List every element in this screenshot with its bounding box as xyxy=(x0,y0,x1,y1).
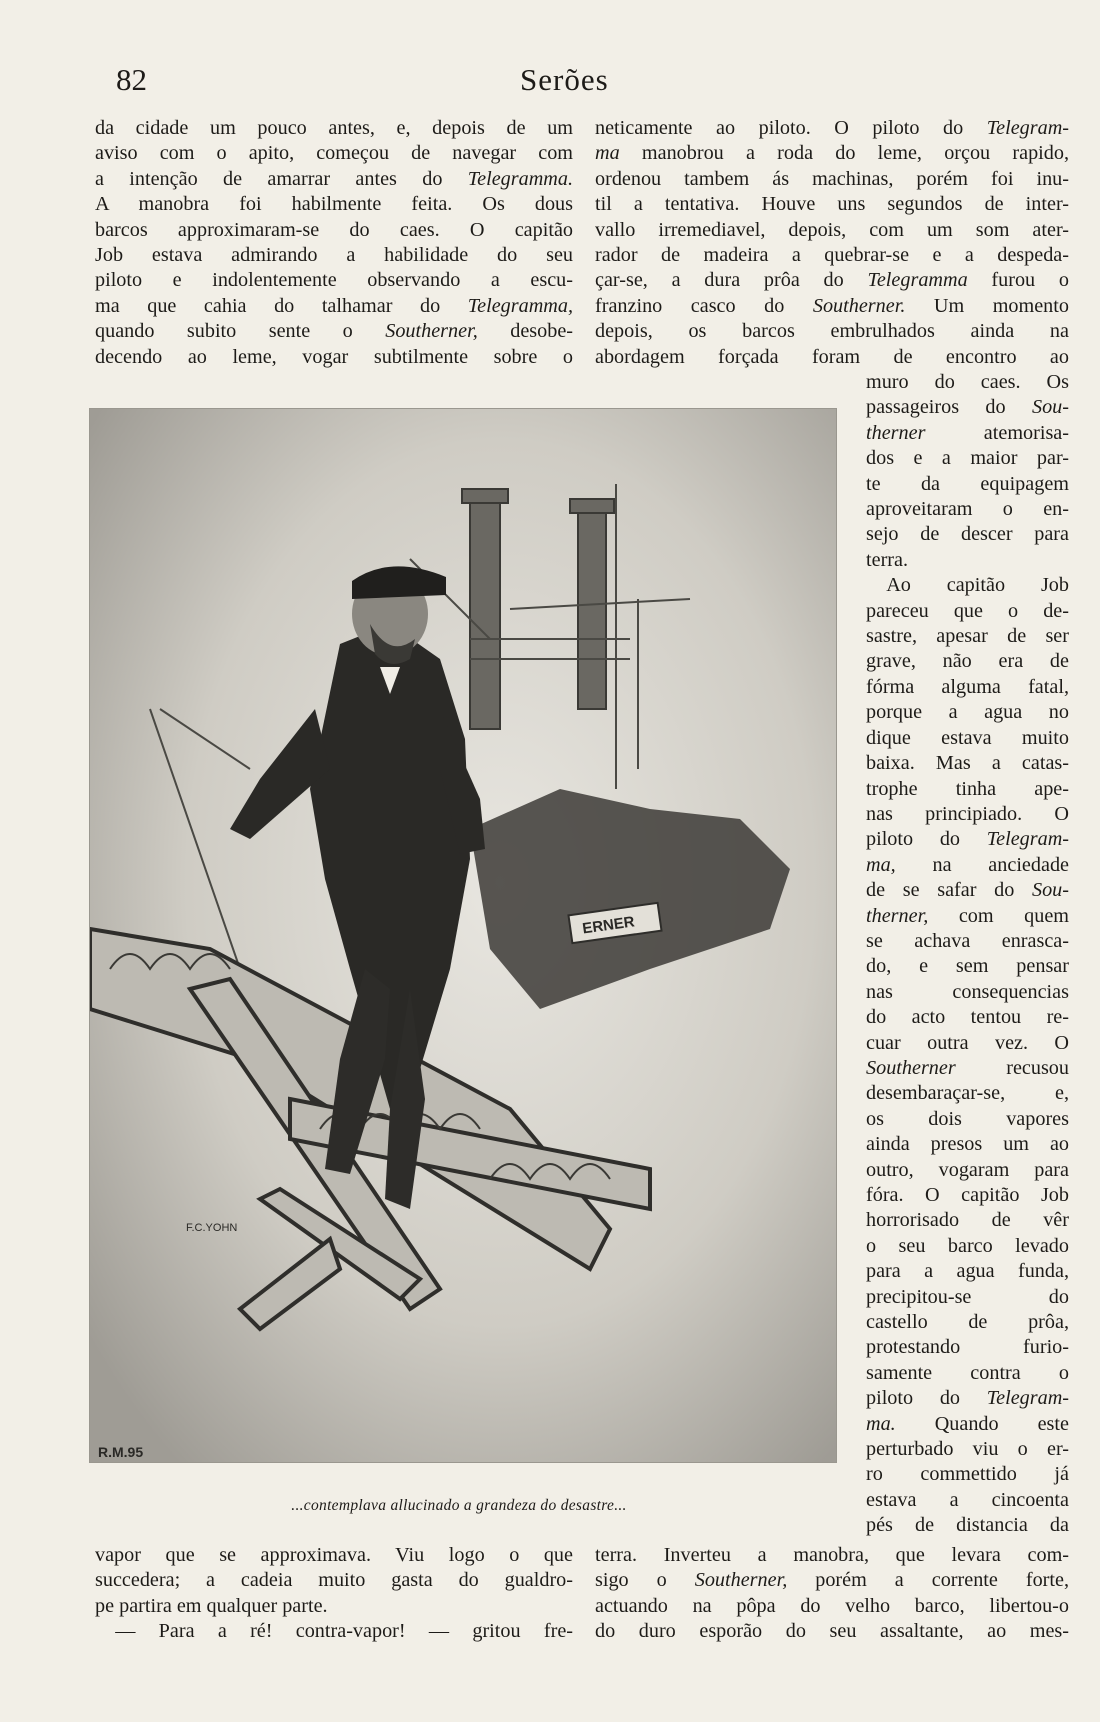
text-line: ro commettido já xyxy=(866,1463,1069,1486)
text-line: aviso com o apito, começou de navegar com xyxy=(95,142,573,165)
text-line: cuar outra vez. O xyxy=(866,1031,1069,1054)
text-line: nas principiado. O xyxy=(866,802,1069,825)
text-line: para a agua funda, xyxy=(866,1260,1069,1283)
text-line: dos e a maior par- xyxy=(866,447,1069,470)
text-line: perturbado viu o er- xyxy=(866,1438,1069,1461)
text-line: os dois vapores xyxy=(866,1107,1069,1130)
text-line: protestando furio- xyxy=(866,1336,1069,1359)
text-line: fóra. O capitão Job xyxy=(866,1184,1069,1206)
text-line: succedera; a cadeia muito gasta do gualdro- xyxy=(95,1569,573,1592)
text-line: abordagem forçada foram de encontro ao xyxy=(595,345,1069,368)
text-line: piloto e indolentemente observando a escu- xyxy=(95,269,573,292)
text-line: sigo o Southerner, porém a corrente forte, xyxy=(595,1569,1069,1592)
right-column-bottom xyxy=(595,1543,1069,1645)
text-line: te da equipagem xyxy=(866,472,1069,495)
text-line: da cidade um pouco antes, e, depois de um xyxy=(95,117,573,139)
text-line: grave, não era de xyxy=(866,650,1069,673)
text-line: terra. Inverteu a manobra, que levara com- xyxy=(595,1544,1069,1566)
text-line: pareceu que o de- xyxy=(866,599,1069,622)
text-line: do acto tentou re- xyxy=(866,1006,1069,1029)
text-line: pés de distancia da xyxy=(866,1514,1069,1537)
text-line: vallo irremediavel, depois, com um som ater- xyxy=(595,218,1069,241)
text-line: fórma alguma fatal, xyxy=(866,675,1069,698)
text-line: therner atemorisa- xyxy=(866,421,1069,444)
text-line: terra. xyxy=(866,548,909,571)
illustration-caption: ...contemplava allucinado a grandeza do desastre... xyxy=(291,1497,627,1514)
text-line: vapor que se approximava. Viu logo o que xyxy=(95,1544,573,1566)
text-line: desembaraçar-se, e, xyxy=(866,1082,1069,1105)
text-line: o seu barco levado xyxy=(866,1234,1069,1257)
text-line: therner, com quem xyxy=(866,904,1069,927)
text-line: ainda presos um ao xyxy=(866,1133,1069,1156)
text-line: se achava enrasca- xyxy=(866,929,1069,952)
text-line: ma. Quando este xyxy=(866,1412,1069,1435)
text-line: Job estava admirando a habilidade do seu xyxy=(95,244,573,267)
text-line: porque a agua no xyxy=(866,701,1069,724)
text-line: rador de madeira a quebrar-se e a despeda- xyxy=(595,244,1069,267)
left-column-top xyxy=(95,116,573,370)
text-line: horrorisado de vêr xyxy=(866,1209,1069,1232)
text-line: actuando na pôpa do velho barco, libertou-o xyxy=(595,1594,1069,1617)
text-line: baixa. Mas a catas- xyxy=(866,752,1069,775)
text-line: muro do caes. Os xyxy=(866,371,1069,393)
text-line: do duro esporão do seu assaltante, ao mes- xyxy=(595,1620,1069,1643)
text-line: nas consequencias xyxy=(866,980,1069,1003)
text-line: passageiros do Sou- xyxy=(866,396,1069,419)
text-line: Ao capitão Job xyxy=(866,574,1069,597)
text-line: A manobra foi habilmente feita. Os dous xyxy=(95,193,573,216)
text-line: precipitou-se do xyxy=(866,1285,1069,1308)
running-title: Serões xyxy=(520,62,609,97)
text-line: piloto do Telegram- xyxy=(866,828,1069,851)
text-line: trophe tinha ape- xyxy=(866,777,1069,800)
text-line: sejo de descer para xyxy=(866,523,1069,546)
text-line: neticamente ao piloto. O piloto do Telegram- xyxy=(595,117,1069,139)
text-line: — Para a ré! contra-vapor! — gritou fre- xyxy=(95,1620,573,1643)
text-line: ma, na anciedade xyxy=(866,853,1069,876)
text-line: aproveitaram o en- xyxy=(866,498,1069,521)
text-line: piloto do Telegram- xyxy=(866,1387,1069,1410)
text-line: estava a cincoenta xyxy=(866,1488,1069,1511)
text-line: Southerner recusou xyxy=(866,1056,1069,1079)
text-line: til a tentativa. Houve uns segundos de inter- xyxy=(595,193,1069,216)
text-line: ordenou tambem ás machinas, porém foi inu- xyxy=(595,167,1069,190)
text-line: sastre, apesar de ser xyxy=(866,625,1069,648)
illustration-drawing xyxy=(90,409,836,1462)
text-line: ma que cahia do talhamar do Telegramma, xyxy=(95,294,573,317)
text-line: dique estava muito xyxy=(866,726,1069,749)
illustration-shipwreck xyxy=(89,408,837,1463)
left-column-bottom xyxy=(95,1543,573,1645)
right-column-top xyxy=(595,116,1069,370)
page-number: 82 xyxy=(116,62,147,97)
text-line: do, e sem pensar xyxy=(866,955,1069,978)
monogram-signature: R.M.95 xyxy=(98,1444,144,1460)
text-line: çar-se, a dura prôa do Telegramma furou o xyxy=(595,269,1069,292)
text-line: castello de prôa, xyxy=(866,1311,1069,1334)
text-line: depois, os barcos embrulhados ainda na xyxy=(595,320,1069,343)
text-line: de se safar do Sou- xyxy=(866,879,1069,902)
text-line: franzino casco do Southerner. Um momento xyxy=(595,294,1069,317)
text-line: ma manobrou a roda do leme, orçou rapido, xyxy=(595,142,1069,165)
text-line: samente contra o xyxy=(866,1361,1069,1384)
text-line: barcos approximaram-se do caes. O capitão xyxy=(95,218,573,241)
text-line: outro, vogaram para xyxy=(866,1158,1069,1181)
right-side-column xyxy=(866,370,1069,1539)
text-line: a intenção de amarrar antes do Telegramma. xyxy=(95,167,573,190)
boat-nameboard-text: ERNER xyxy=(581,913,636,938)
text-line: pe partira em qualquer parte. xyxy=(95,1594,328,1617)
artist-signature: F.C.YOHN xyxy=(186,1222,238,1234)
text-line: quando subito sente o Southerner, desobe- xyxy=(95,320,574,343)
text-line: decendo ao leme, vogar subtilmente sobre o xyxy=(95,345,573,368)
